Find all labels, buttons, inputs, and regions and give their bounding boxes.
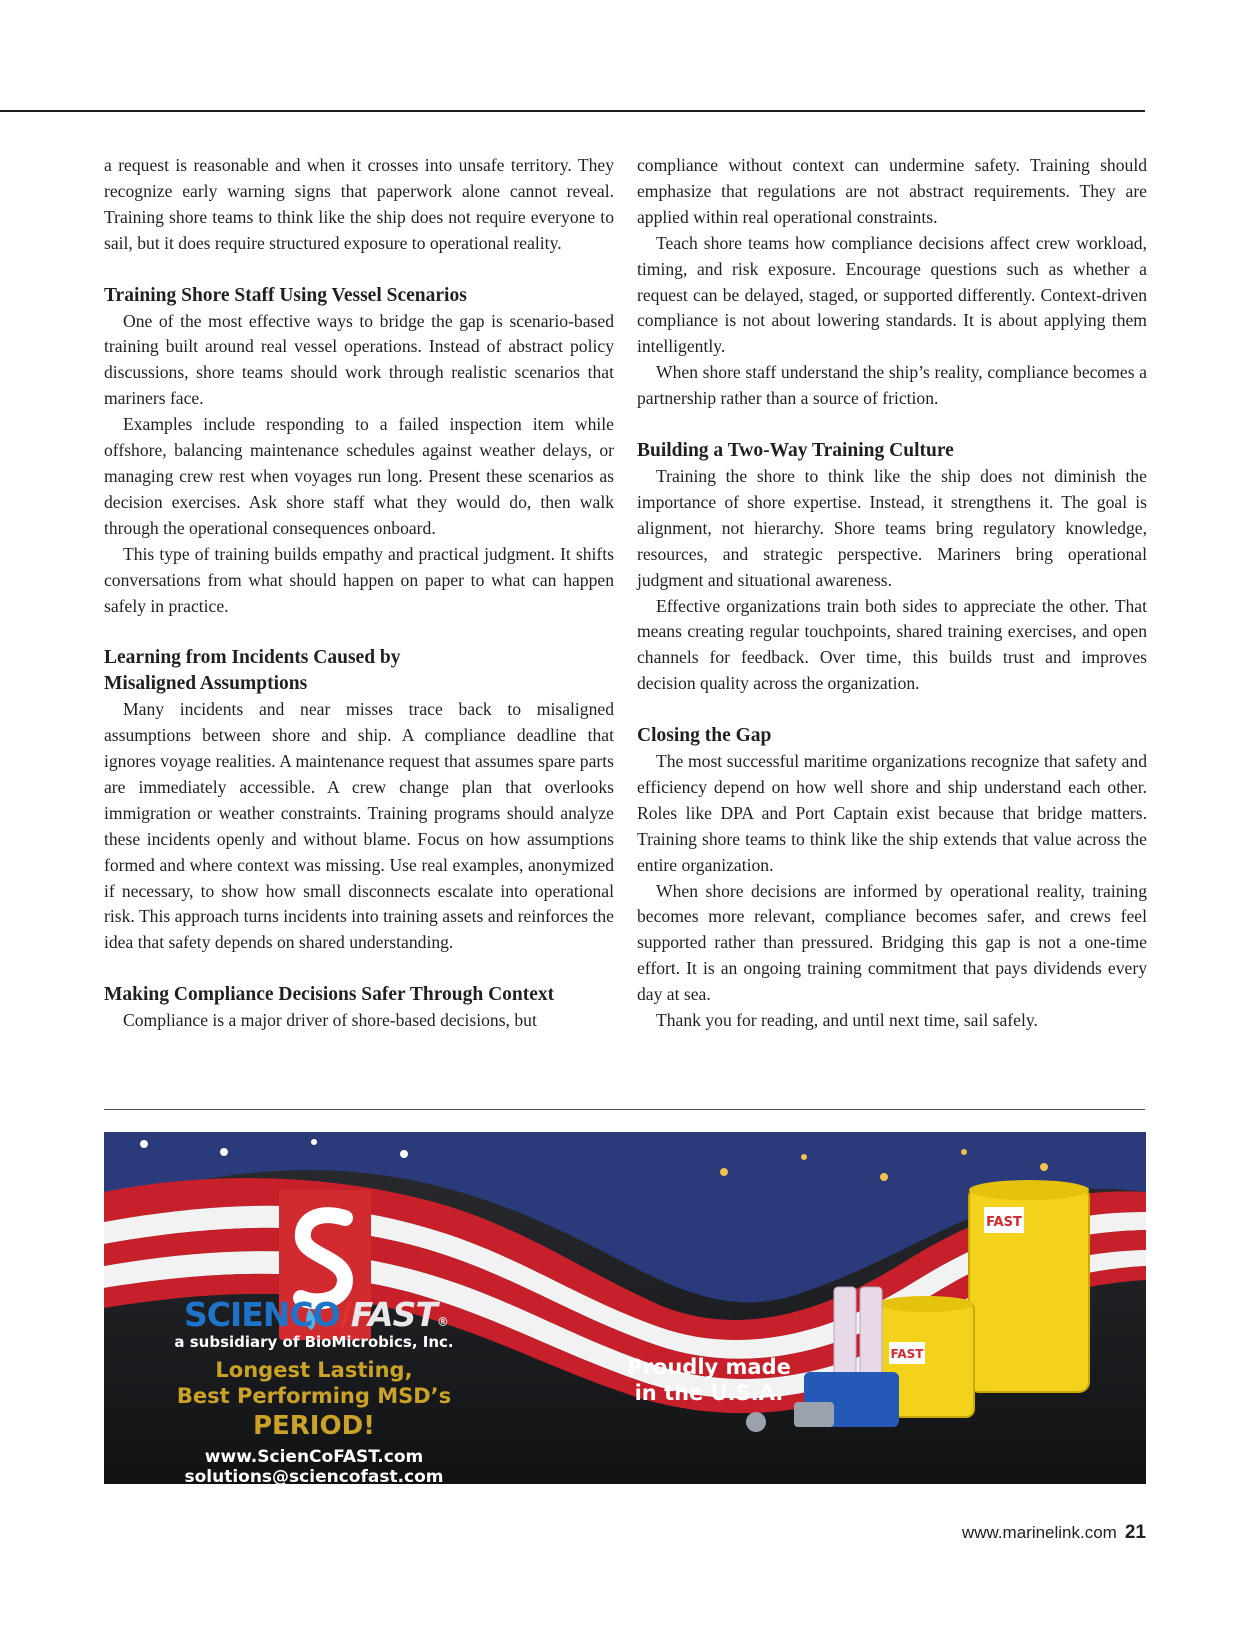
paragraph: Compliance is a major driver of shore-based decisions, but: [123, 1010, 537, 1031]
ad-website-link[interactable]: www.ScienCoFAST.com: [204, 1447, 424, 1467]
section-heading: Making Compliance Decisions Safer Through Context: [104, 984, 555, 1006]
made-in-usa-text: in the U.S.A.: [634, 1381, 784, 1405]
paragraph: Training the shore to think like the ship does not diminish the importance of shore expertise. Instead, it strengthens it. The goal is alignment, not hierarchy. Shore teams bring regulatory knowledge, resources, and strategic perspective. Mariners bring operational judgment and situational awareness.: [637, 465, 1147, 590]
footer-site-link[interactable]: www.marinelink.com: [961, 1523, 1117, 1542]
made-in-usa-text: Proudly made: [627, 1355, 791, 1379]
paragraph: compliance without context can undermine safety. Training should emphasize that regulations are not abstract requirements. They are applied within real operational constraints.: [637, 155, 1147, 227]
section-heading: Training Shore Staff Using Vessel Scenarios: [104, 284, 467, 306]
paragraph: One of the most effective ways to bridge the gap is scenario-based training built around real vessel operations. Instead of abstract policy discussions, shore teams should work through realistic scenarios that mariners face.: [104, 310, 614, 409]
page-footer: [962, 1522, 1146, 1544]
page-number: 21: [1124, 1522, 1146, 1543]
tagline-line: Best Performing MSD’s: [176, 1384, 452, 1408]
section-heading-line: Learning from Incidents Caused by: [104, 647, 401, 669]
brand-fast: FAST: [350, 1295, 437, 1334]
paragraph: Teach shore teams how compliance decisions affect crew workload, timing, and risk exposure. Encourage questions such as whether a request can be delayed, staged, or supported differently. Context-driven compliance is not about lowering standards. It is about applying them intelligently.: [637, 232, 1147, 357]
product-label-small: FAST: [890, 1347, 924, 1361]
section-heading: [104, 645, 614, 697]
brand-wordmark: [184, 1295, 448, 1334]
section-heading-line: Misaligned Assumptions: [104, 673, 308, 695]
product-tank-large: [969, 1180, 1089, 1392]
tagline-line: Longest Lasting,: [215, 1358, 413, 1382]
tagline-emphasis: PERIOD!: [252, 1411, 376, 1441]
article-column-left: [104, 153, 614, 1034]
paragraph: This type of training builds empathy and practical judgment. It shifts conversations from what should happen on paper to what can happen safely in practice.: [104, 543, 614, 616]
brand-slash: /: [339, 1295, 351, 1334]
paragraph: When shore decisions are informed by operational reality, training becomes more relevant, compliance becomes safer, and crews feel supported rather than pressured. Bridging this gap is not a one-time effort. It is an ongoing training commitment that pays dividends every day at sea.: [637, 880, 1147, 1005]
header-rule: [0, 110, 1145, 112]
paragraph: Examples include responding to a failed inspection item while offshore, balancing maintenance schedules against weather delays, or managing crew rest when voyages run long. Present these scenarios as decision exercises. Ask shore staff what they would do, then walk through the operational consequences onboard.: [104, 414, 614, 538]
registered-mark: ®: [436, 1315, 448, 1329]
ad-email-link[interactable]: solutions@sciencofast.com: [184, 1467, 444, 1484]
paragraph: a request is reasonable and when it crosses into unsafe territory. They recognize early warning signs that paperwork alone cannot reveal. Training shore teams to think like the ship does not require everyone to sail, but it does require structured exposure to operational reality.: [104, 155, 614, 253]
subsidiary-text: a subsidiary of BioMicrobics, Inc.: [174, 1333, 454, 1351]
section-heading: Closing the Gap: [637, 725, 772, 747]
advertisement-divider: [104, 1109, 1145, 1110]
paragraph: Many incidents and near misses trace back to misaligned assumptions between shore and ship. A compliance deadline that ignores voyage realities. A maintenance request that assumes spare parts are immediately accessible. A crew change plan that overlooks immigration or weather constraints. Training programs should analyze these incidents openly and without blame. Focus on how assumptions formed and where context was missing. Use real examples, anonymized if necessary, to show how small disconnects escalate into operational risk. This approach turns incidents into training assets and reinforces the idea that safety depends on shared understanding.: [104, 699, 614, 953]
section-heading: Building a Two-Way Training Culture: [637, 440, 954, 462]
paragraph: Effective organizations train both sides to appreciate the other. That means creating regular touchpoints, shared training exercises, and open channels for feedback. Over time, this builds trust and improves decision quality across the organization.: [637, 595, 1147, 694]
paragraph: When shore staff understand the ship’s reality, compliance becomes a partnership rather than a source of friction.: [637, 362, 1147, 409]
product-label-large: FAST: [986, 1215, 1022, 1230]
article-column-right: [637, 153, 1147, 1034]
paragraph: Thank you for reading, and until next time, sail safely.: [656, 1010, 1038, 1031]
paragraph: The most successful maritime organizations recognize that safety and efficiency depend on how well shore and ship understand each other. Roles like DPA and Port Captain exist because that bridge matters. Training shore teams to think like the ship extends that value across the entire organization.: [637, 751, 1147, 875]
advertisement[interactable]: [104, 1132, 1146, 1484]
brand-scienco: SCIENCO: [184, 1295, 340, 1334]
